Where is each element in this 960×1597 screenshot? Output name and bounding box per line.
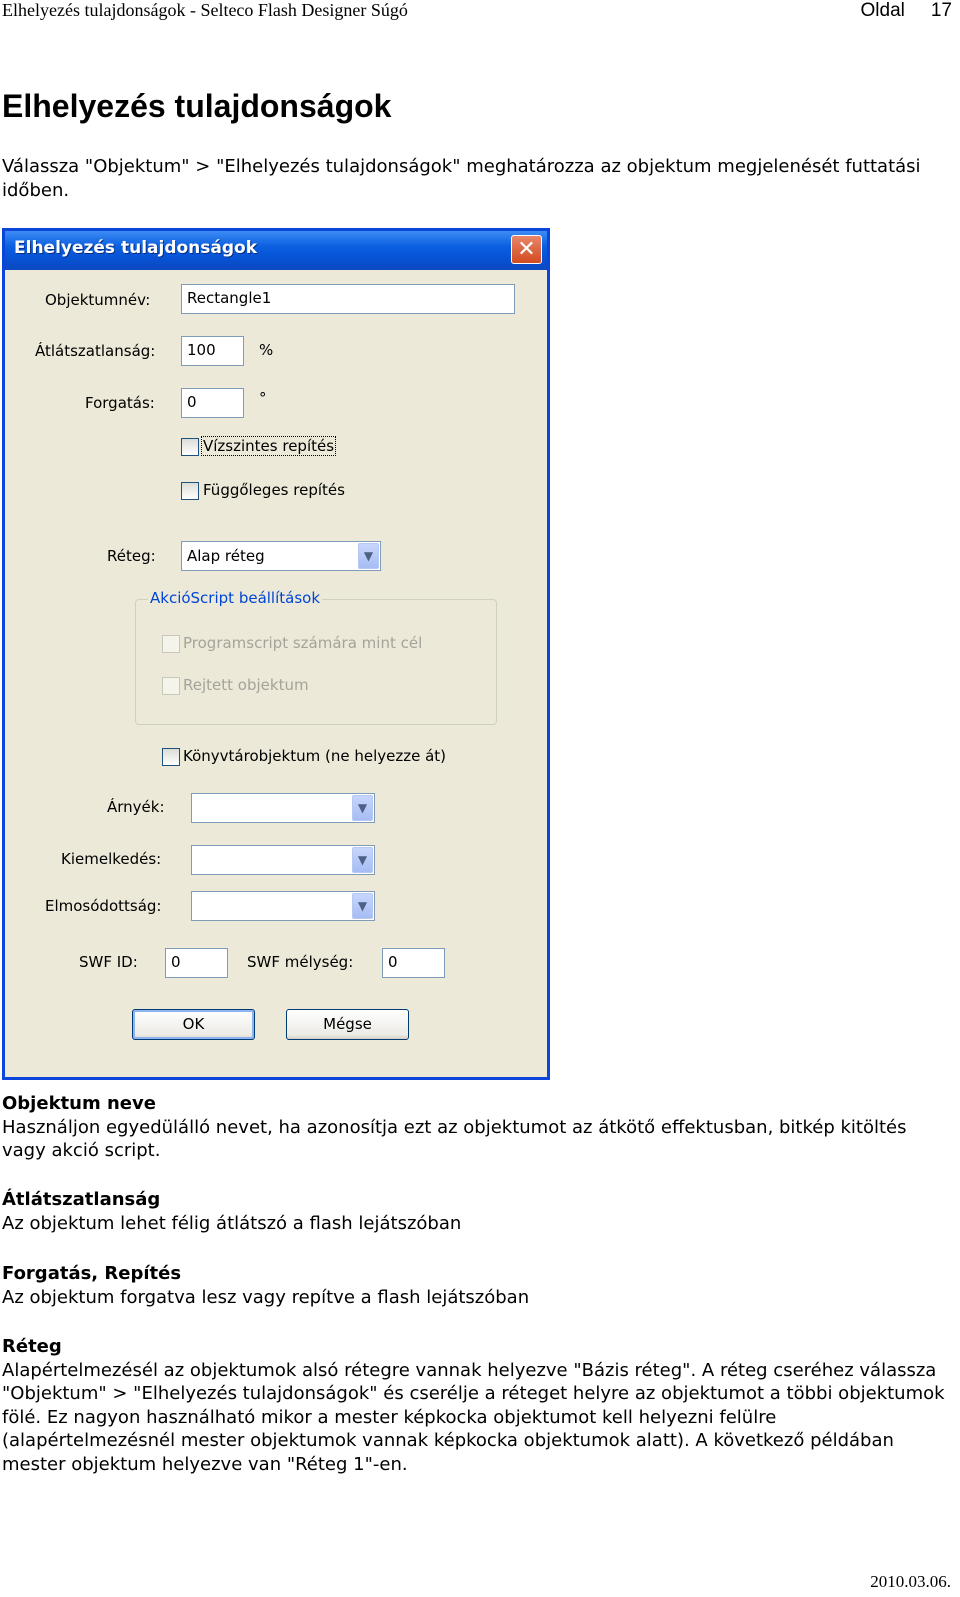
ok-button[interactable]: OK [132, 1009, 255, 1040]
swf-depth-field[interactable]: 0 [382, 948, 445, 978]
chevron-down-icon[interactable]: ▼ [358, 543, 379, 569]
hidden-object-checkbox [162, 677, 180, 695]
cancel-button[interactable]: Mégse [286, 1009, 409, 1040]
actionscript-group-title: AkcióScript beállítások [150, 589, 321, 607]
flip-vertical-checkbox[interactable] [181, 482, 199, 500]
chevron-down-icon[interactable]: ▼ [352, 847, 373, 873]
section-title: Átlátszatlanság [2, 1189, 161, 1210]
dialog-title: Elhelyezés tulajdonságok [14, 238, 258, 258]
page-number [861, 0, 953, 22]
rotation-unit: ° [259, 389, 267, 407]
actionscript-group [135, 599, 497, 725]
object-name-label: Objektumnév: [45, 291, 151, 309]
emboss-label: Kiemelkedés: [61, 850, 162, 868]
section-title: Forgatás, Repítés [2, 1263, 182, 1284]
dialog-titlebar[interactable] [5, 231, 547, 270]
opacity-unit: % [259, 341, 274, 359]
rotation-label: Forgatás: [85, 394, 155, 412]
section-text: Az objektum forgatva lesz vagy repítve a flash lejátszóban [2, 1286, 530, 1308]
emboss-select[interactable] [191, 845, 375, 875]
layer-select[interactable] [181, 541, 381, 571]
swf-id-label: SWF ID: [79, 953, 138, 971]
section-opacity [2, 1188, 952, 1235]
object-name-field[interactable]: Rectangle1 [181, 284, 515, 314]
swf-depth-label: SWF mélység: [247, 953, 354, 971]
shadow-select[interactable] [191, 793, 375, 823]
program-target-label: Programscript számára mint cél [183, 634, 423, 652]
opacity-label: Átlátszatlanság: [35, 342, 156, 360]
rotation-field[interactable]: 0 [181, 388, 244, 418]
page-label: Oldal [860, 0, 905, 21]
section-object-name [2, 1092, 952, 1163]
section-title: Réteg [2, 1336, 62, 1357]
shadow-label: Árnyék: [107, 798, 165, 816]
layer-select-value: Alap réteg [187, 547, 265, 565]
intro-paragraph: Válassza "Objektum" > "Elhelyezés tulajdonságok" meghatározza az objektum megjelenését futtatási időben. [2, 156, 921, 201]
footer-date: 2010.03.06. [870, 1572, 951, 1591]
page-title: Elhelyezés tulajdonságok [2, 88, 392, 124]
chevron-down-icon[interactable]: ▼ [352, 893, 373, 919]
flip-horizontal-checkbox[interactable] [181, 438, 199, 456]
swf-id-field[interactable]: 0 [165, 948, 228, 978]
blur-select[interactable] [191, 891, 375, 921]
flip-vertical-label[interactable]: Függőleges repítés [203, 481, 345, 499]
section-rotation [2, 1262, 952, 1309]
placement-properties-dialog [2, 228, 550, 1080]
hidden-object-label: Rejtett objektum [183, 676, 309, 694]
page-header-title: Elhelyezés tulajdonságok - Selteco Flash Designer Súgó [2, 0, 408, 20]
section-text: Használjon egyedülálló nevet, ha azonosítja ezt az objektumot az átkötő effektusban, bitkép kitöltés vagy akció script. [2, 1116, 907, 1161]
section-title: Objektum neve [2, 1093, 156, 1114]
section-layer [2, 1335, 952, 1476]
flip-horizontal-label[interactable]: Vízszintes repítés [203, 437, 335, 455]
page-number-value: 17 [930, 0, 952, 21]
opacity-field[interactable]: 100 [181, 336, 244, 366]
layer-label: Réteg: [107, 547, 156, 565]
section-text: Alapértelmezésél az objektumok alsó rétegre vannak helyezve "Bázis réteg". A réteg cseréhez válassza "Objektum" > "Elhelyezés tulajdonságok" és cserélje a réteget helyre az objektumot a többi objektumok fölé. Ez nagyon használható mikor a mester képkocka objektumot kell helyezni felülre (alapértelmezésnél mester objektumok vannak képkocka objektumok alatt). A következő példában mester objektum helyezve van "Réteg 1"-en. [2, 1359, 945, 1475]
library-object-checkbox[interactable] [162, 748, 180, 766]
library-object-label[interactable]: Könyvtárobjektum (ne helyezze át) [183, 747, 447, 765]
close-icon[interactable]: ✕ [511, 235, 542, 264]
program-target-checkbox [162, 635, 180, 653]
section-text: Az objektum lehet félig átlátszó a flash lejátszóban [2, 1212, 462, 1234]
chevron-down-icon[interactable]: ▼ [352, 795, 373, 821]
blur-label: Elmosódottság: [45, 897, 162, 915]
